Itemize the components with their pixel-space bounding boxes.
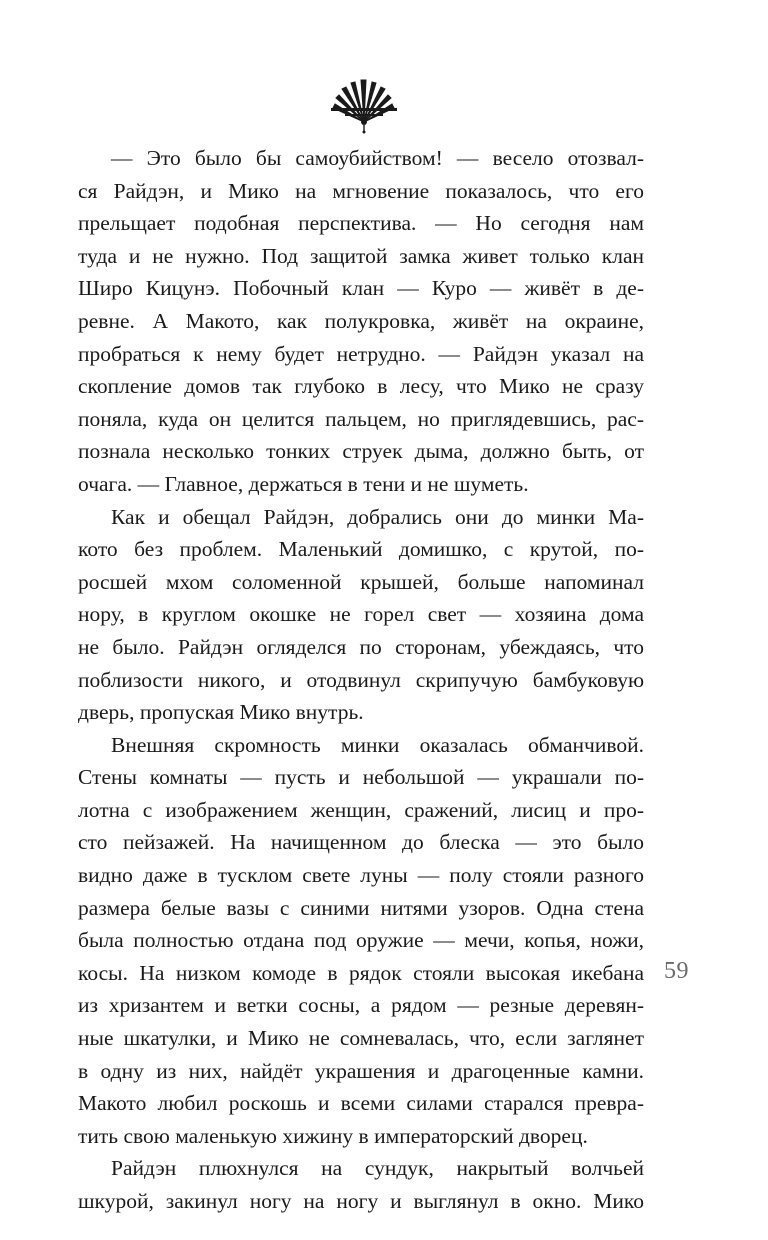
text-line: в одну из них, найдёт украшения и драгоценные камни.: [78, 1058, 644, 1083]
text-line: косы. На низком комоде в рядок стояли высокая икебана: [78, 960, 644, 985]
text-line: ревне. А Макото, как полукровка, живёт на окраине,: [78, 308, 644, 333]
text-line: — Это было бы самоубийством! — весело отозвал-: [111, 146, 644, 170]
text-line: скопление домов так глубоко в лесу, что Мико не сразу: [78, 374, 644, 399]
text-line: познала несколько тонких струек дыма, должно быть, от: [78, 439, 644, 464]
paragraph: [78, 142, 644, 501]
fan-ornament-icon: [327, 78, 401, 134]
text-line: поняла, куда он целится пальцем, но приглядевшись, рас-: [78, 406, 644, 431]
page-number: 59: [664, 958, 689, 984]
text-line: сто пейзажей. На начищенном до блеска — это было: [78, 830, 644, 855]
text-line: Внешняя скромность минки оказалась обманчивой.: [111, 732, 644, 757]
text-line: прельщает подобная перспектива. — Но сегодня нам: [78, 211, 644, 236]
text-line: шкурой, закинул ногу на ногу и выглянул в окно. Мико: [78, 1189, 644, 1213]
text-line: не было. Райдэн огляделся по сторонам, убеждаясь, что: [78, 634, 644, 659]
text-line: видно даже в тусклом свете луны — полу стояли разного: [78, 863, 644, 888]
text-line: Макото любил роскошь и всеми силами старался превра-: [78, 1091, 644, 1116]
text-line: нору, в круглом окошке не горел свет — хозяина дома: [78, 602, 644, 627]
text-line: была полностью отдана под оружие — мечи, копья, ножи,: [78, 928, 644, 953]
text-line: Широ Кицунэ. Побочный клан — Куро — живёт в де-: [78, 276, 644, 301]
text-line: тить свою маленькую хижину в императорский дворец.: [78, 1123, 588, 1148]
paragraph: [78, 729, 644, 1153]
text-line: дверь, пропуская Мико внутрь.: [78, 700, 364, 725]
text-line: лотна с изображением женщин, сражений, лисиц и про-: [78, 797, 644, 822]
paragraph: [78, 1152, 644, 1217]
text-line: поблизости никого, и отодвинул скрипучую бамбуковую: [78, 667, 644, 692]
text-line: ся Райдэн, и Мико на мгновение показалось, что его: [78, 178, 644, 203]
text-line: туда и не нужно. Под защитой замка живет только клан: [78, 243, 644, 268]
text-line: Стены комнаты — пусть и небольшой — украшали по-: [78, 765, 644, 790]
text-line: пробраться к нему будет нетрудно. — Райдэн указал на: [78, 341, 644, 366]
text-line: Райдэн плюхнулся на сундук, накрытый волчьей: [111, 1156, 644, 1181]
text-line: из хризантем и ветки сосны, а рядом — резные деревян-: [78, 993, 644, 1018]
page-text: [78, 142, 644, 1218]
text-line: размера белые вазы с синими нитями узоров. Одна стена: [78, 895, 644, 920]
text-line: росшей мхом соломенной крышей, больше напоминал: [78, 569, 644, 594]
text-line: ные шкатулки, и Мико не сомневалась, что, если заглянет: [78, 1026, 644, 1051]
text-line: очага. — Главное, держаться в тени и не шуметь.: [78, 471, 529, 496]
text-line: Как и обещал Райдэн, добрались они до минки Ма-: [111, 504, 644, 529]
text-line: кото без проблем. Маленький домишко, с крутой, по-: [78, 537, 644, 562]
paragraph: [78, 501, 644, 729]
